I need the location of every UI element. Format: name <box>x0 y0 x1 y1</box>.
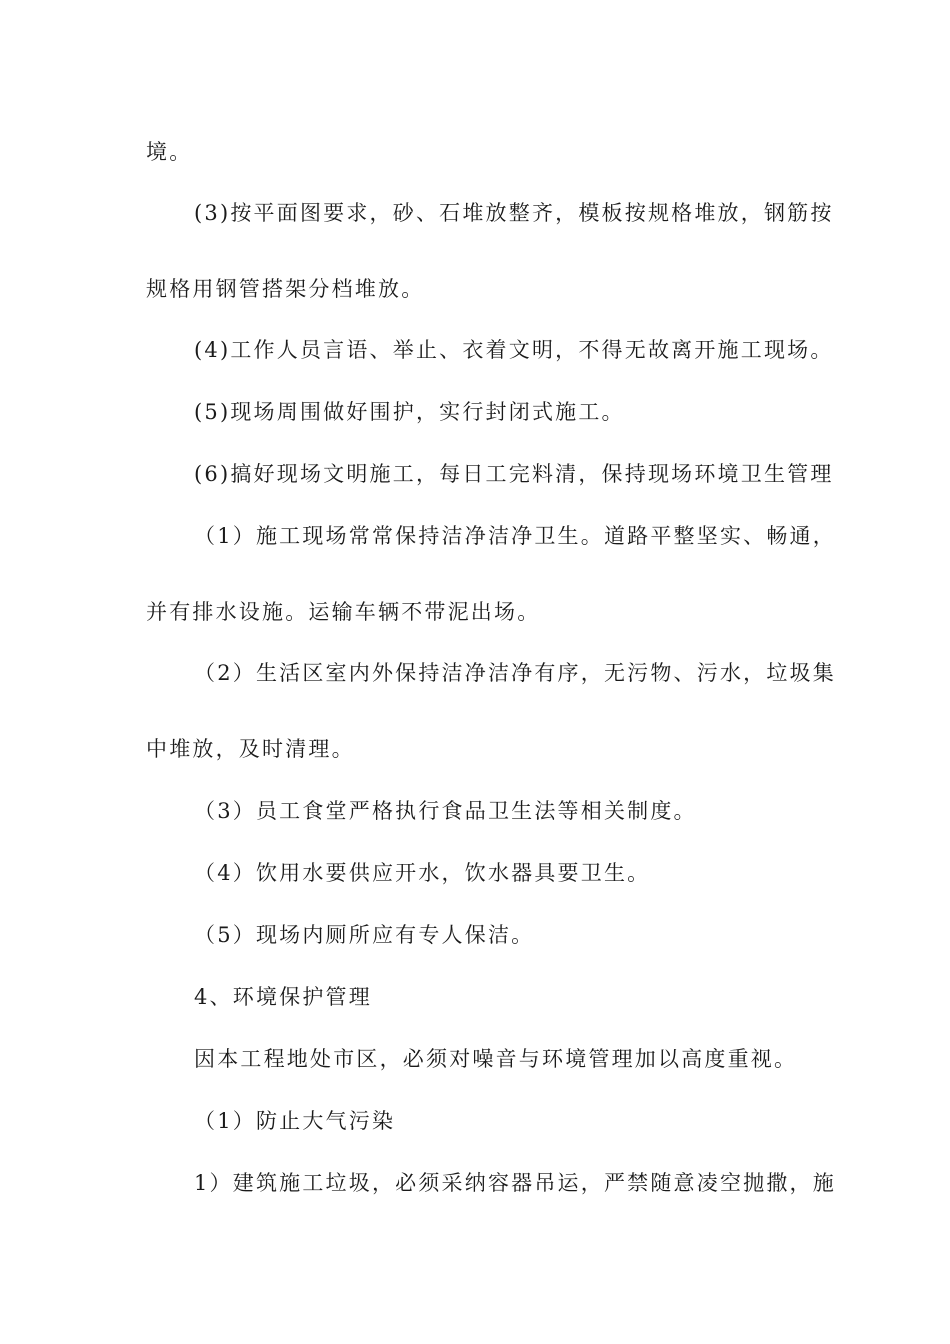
paragraph-line: 中堆放，及时清理。 <box>146 737 355 761</box>
paragraph-line: 并有排水设施。运输车辆不带泥出场。 <box>146 600 541 624</box>
paragraph-line: 境。 <box>146 140 193 164</box>
paragraph-line: （2）生活区室内外保持洁净洁净有序，无污物、污水，垃圾集 <box>194 661 836 685</box>
paragraph-line: 1）建筑施工垃圾，必须采纳容器吊运，严禁随意凌空抛撒，施 <box>194 1171 836 1195</box>
subsection-heading: （1）防止大气污染 <box>194 1109 396 1133</box>
section-heading: 4、环境保护管理 <box>194 985 372 1009</box>
paragraph-line: （3）员工食堂严格执行食品卫生法等相关制度。 <box>194 799 697 823</box>
paragraph-line: 因本工程地处市区，必须对噪音与环境管理加以高度重视。 <box>194 1047 798 1071</box>
paragraph-line: （5）现场内厕所应有专人保洁。 <box>194 923 535 947</box>
paragraph-line: （1）施工现场常常保持洁净洁净卫生。道路平整坚实、畅通， <box>194 524 836 548</box>
paragraph-line: (5)现场周围做好围护，实行封闭式施工。 <box>194 400 625 424</box>
paragraph-line: (6)搞好现场文明施工，每日工完料清，保持现场环境卫生管理 <box>194 462 834 486</box>
paragraph-line: （4）饮用水要供应开水，饮水器具要卫生。 <box>194 861 651 885</box>
paragraph-line: 规格用钢管搭架分档堆放。 <box>146 277 425 301</box>
paragraph-line: (3)按平面图要求，砂、石堆放整齐，模板按规格堆放，钢筋按 <box>194 201 834 225</box>
paragraph-line: (4)工作人员言语、举止、衣着文明，不得无故离开施工现场。 <box>194 338 834 362</box>
